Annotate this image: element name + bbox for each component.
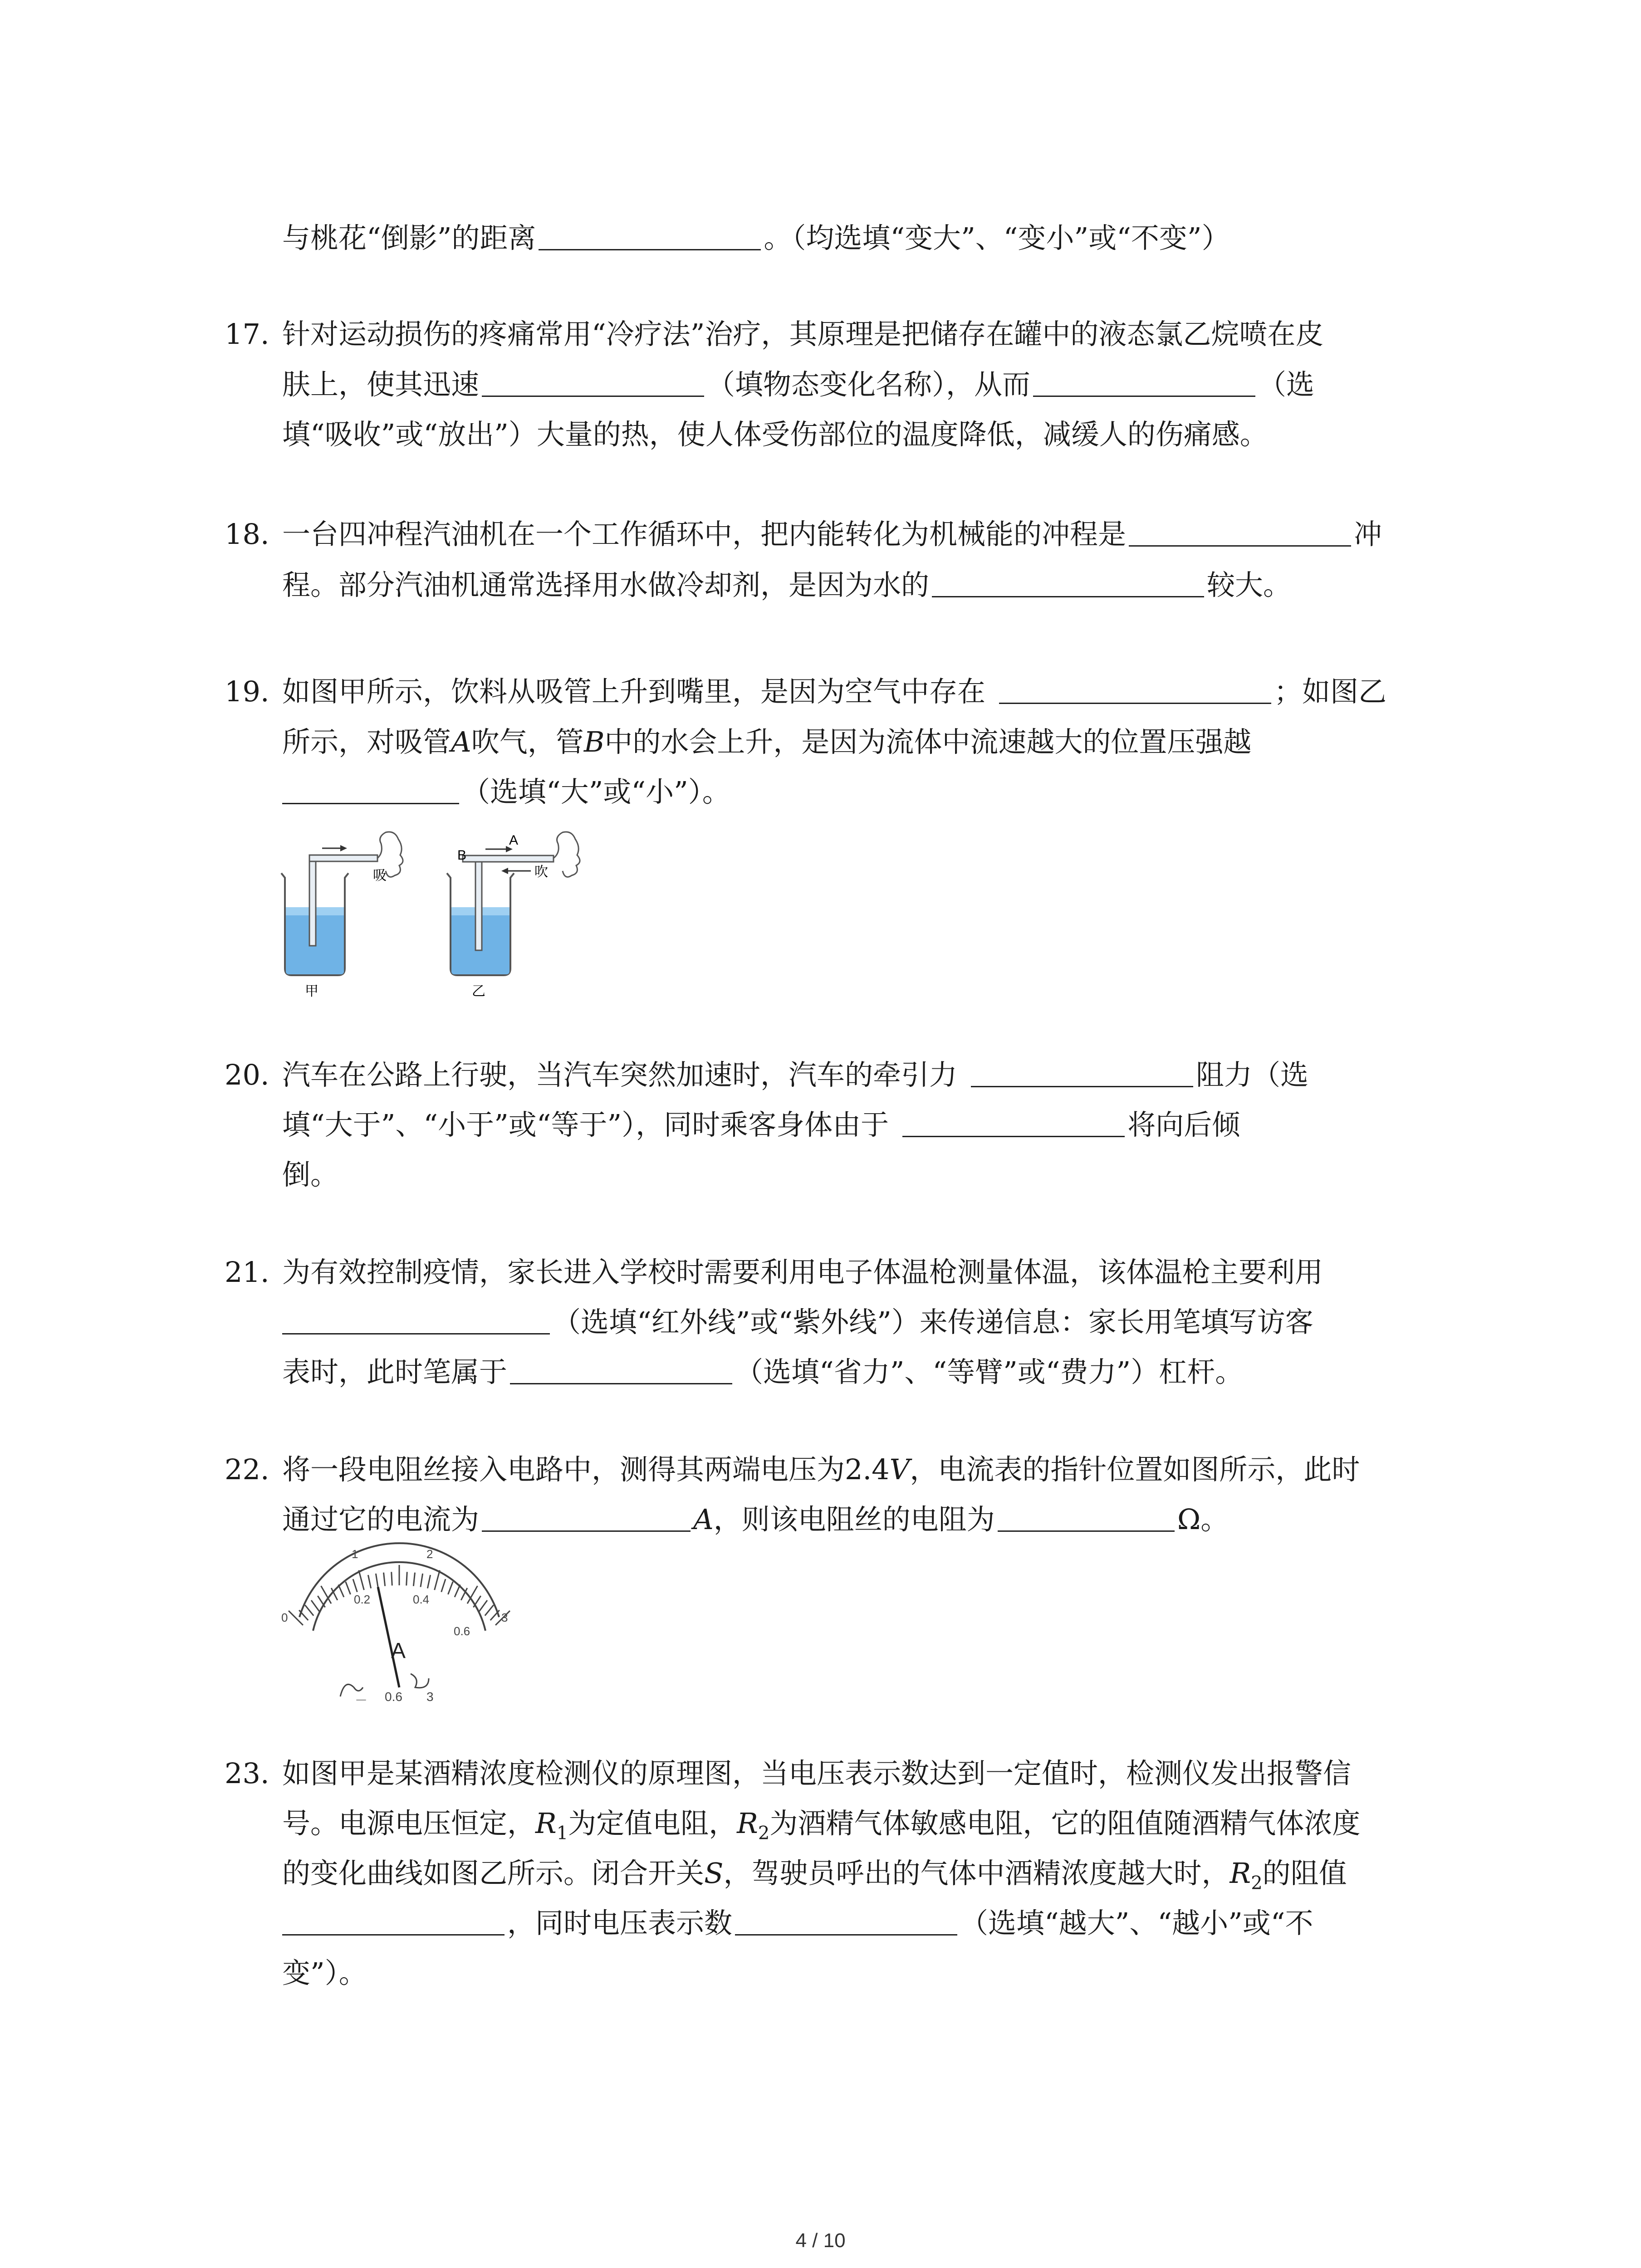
q23-r2-subscript: 2: [758, 1823, 770, 1844]
ammeter-tick: [368, 1575, 371, 1588]
ammeter-tick: [441, 1579, 446, 1592]
ammeter-tick: [311, 1600, 319, 1611]
terminal-0.6: 0.6: [385, 1690, 402, 1704]
ammeter-scale: [289, 1543, 510, 1631]
terminal-3: 3: [426, 1690, 434, 1704]
q22-text-b: ，电流表的指针位置如图所示，此时: [910, 1453, 1360, 1486]
ammeter-unit: A: [391, 1639, 406, 1663]
q22-text-d: ，则该电阻丝的电阻为: [713, 1503, 995, 1536]
q23-line-1: 如图甲是某酒精浓度检测仪的原理图，当电压表示数达到一定值时，检测仪发出报警信: [282, 1757, 1352, 1790]
q16-text-after: 。（均选填“变大”、“变小”或“不变”）: [764, 221, 1230, 254]
q18-answer-blank-1[interactable]: [1129, 517, 1351, 547]
inner-label-0.6: 0.6: [454, 1624, 470, 1638]
ammeter-tick: [435, 1570, 440, 1590]
q16-answer-blank[interactable]: [539, 221, 761, 250]
q23-text-g: ，同时电压表示数: [507, 1906, 733, 1940]
ammeter-tick: [479, 1600, 487, 1611]
q21-text-c: （选填“省力”、“等臂”或“费力”）杠杆。: [735, 1355, 1244, 1388]
q21-line-1: 为有效控制疫情，家长进入学校时需要利用电子体温枪测量体温，该体温枪主要利用: [282, 1256, 1323, 1289]
q16-line: [282, 220, 1230, 256]
q22-answer-blank-2[interactable]: [998, 1502, 1175, 1532]
q17-number: 17.: [225, 318, 269, 351]
ammeter-tick: [473, 1596, 480, 1607]
inner-label-0.4: 0.4: [413, 1593, 430, 1606]
face-right: [554, 832, 580, 877]
q23-text-h: （选填“越大”、“越小”或“不: [960, 1906, 1313, 1940]
q20-text-b: 阻力（选: [1196, 1058, 1309, 1091]
q21-answer-blank-2[interactable]: [510, 1355, 732, 1384]
inner-label-0.2: 0.2: [354, 1593, 371, 1606]
ammeter-tick: [421, 1574, 423, 1587]
q17-line-2: [282, 367, 1314, 403]
q17-answer-blank-2[interactable]: [1033, 367, 1255, 397]
q17-line-3: 填“吸收”或“放出”）大量的热，使人体受伤部位的温度降低，减缓人的伤痛感。: [282, 418, 1268, 451]
ammeter-tick: [338, 1585, 344, 1597]
q21-text-b: 表时，此时笔属于: [282, 1355, 508, 1388]
q22-number: 22.: [225, 1453, 269, 1486]
ammeter-needle: [378, 1587, 399, 1687]
q23-text-b: 为定值电阻，: [568, 1807, 737, 1840]
ammeter-tick: [346, 1582, 351, 1594]
q22-voltage-unit: V: [889, 1453, 910, 1486]
q23-r1-subscript: 1: [556, 1823, 568, 1844]
q18-line-2: [282, 567, 1291, 603]
q19-figure: [272, 812, 617, 1002]
ammeter-tick: [376, 1574, 378, 1587]
q21-answer-blank-1[interactable]: [282, 1305, 550, 1334]
q18-line-1: [282, 516, 1382, 552]
q22-line-1: [282, 1452, 1360, 1488]
q23-text-d: 的变化曲线如图乙所示。闭合开关: [282, 1857, 705, 1890]
q19-line-1: [282, 674, 1386, 710]
terminal-minus: －: [355, 1693, 368, 1706]
q19-text-e: 中的水会上升，是因为流体中流速越大的位置压强越: [604, 725, 1252, 758]
blow-label: 吹: [534, 865, 548, 880]
q20-line-2: [282, 1107, 1240, 1143]
ammeter-tick: [448, 1582, 453, 1594]
q23-r2-subscript-2: 2: [1251, 1872, 1263, 1894]
q19-text-d: 吹气，管: [471, 725, 584, 758]
q23-text-c: 为酒精气体敏感电阻，它的阻值随酒精气体浓度: [769, 1807, 1361, 1840]
q21-text-a: （选填“红外线”或“紫外线”）来传递信息：家长用笔填写访客: [553, 1305, 1313, 1339]
ammeter-tick: [384, 1573, 385, 1586]
q17-text-b: （填物态变化名称），从而: [707, 368, 1031, 401]
q23-line-2: [282, 1805, 1360, 1851]
q22-line-2: [282, 1501, 1229, 1538]
q20-answer-blank-1[interactable]: [971, 1058, 1193, 1087]
fig-label-left: 甲: [305, 984, 318, 999]
q23-r2-symbol-2: R: [1230, 1857, 1251, 1890]
q19-text-b: ；如图乙: [1274, 675, 1387, 708]
ammeter-tick: [427, 1575, 430, 1588]
terminal-wire-right: [411, 1674, 429, 1688]
outer-label-3: 3: [501, 1611, 508, 1624]
ammeter-tick: [413, 1573, 415, 1586]
ammeter-tick: [359, 1570, 364, 1590]
fig-label-right: 乙: [472, 984, 485, 999]
q22-current-unit: A: [693, 1503, 714, 1536]
page-number: 4 / 10: [795, 2229, 846, 2252]
q18-text-a: 一台四冲程汽油机在一个工作循环中，把内能转化为机械能的冲程是: [282, 518, 1127, 551]
q20-text-d: 将向后倾: [1127, 1108, 1240, 1141]
q19-tube-b-label: B: [583, 725, 605, 758]
ammeter-tick: [305, 1605, 314, 1616]
q23-answer-blank-1[interactable]: [282, 1906, 505, 1936]
q20-line-3: 倒。: [282, 1158, 339, 1191]
ammeter-tick: [318, 1596, 325, 1607]
q22-text-e: Ω。: [1177, 1503, 1229, 1536]
q23-answer-blank-2[interactable]: [735, 1906, 957, 1936]
q20-answer-blank-2[interactable]: [902, 1108, 1125, 1137]
ammeter-tick: [455, 1585, 460, 1597]
q18-text-b: 冲: [1354, 518, 1382, 551]
q16-text-before: 与桃花“倒影”的距离: [282, 221, 536, 254]
q20-text-c: 填“大于”、“小于”或“等于”），同时乘客身体由于: [282, 1108, 889, 1141]
q19-text-c: 所示，对吸管: [282, 725, 451, 758]
q23-line-5: 变”）。: [282, 1956, 367, 1989]
q22-voltage-value: 2.4: [845, 1453, 890, 1486]
q19-number: 19.: [225, 675, 269, 708]
q22-text-a: 将一段电阻丝接入电路中，测得其两端电压为: [282, 1453, 845, 1486]
q19-text-f: （选填“大”或“小”）。: [462, 775, 730, 808]
q21-line-2: [282, 1304, 1313, 1340]
q17-text-a: 肤上，使其迅速: [282, 368, 480, 401]
tube-b-label: B: [457, 848, 467, 863]
q22-text-c: 通过它的电流为: [282, 1503, 480, 1536]
ammeter-tick: [353, 1579, 357, 1592]
q18-number: 18.: [225, 518, 269, 551]
q20-line-1: [282, 1057, 1308, 1093]
q20-text-a: 汽车在公路上行驶，当汽车突然加速时，汽车的牵引力: [282, 1058, 958, 1091]
q17-text-c: （选: [1258, 368, 1315, 401]
q18-text-c: 程。部分汽油机通常选择用水做冷却剂，是因为水的: [282, 568, 930, 601]
ammeter-figure: [272, 1538, 526, 1706]
q17-line-1: 针对运动损伤的疼痛常用“冷疗法”治疗，其原理是把储存在罐中的液态氯乙烷喷在皮: [282, 318, 1324, 351]
q18-text-d: 较大。: [1207, 568, 1292, 601]
q23-number: 23.: [225, 1757, 269, 1790]
q23-text-e: ，驾驶员呼出的气体中酒精浓度越大时，: [723, 1857, 1230, 1890]
outer-label-1: 1: [352, 1547, 358, 1561]
q19-tube-a-label: A: [451, 725, 471, 758]
ammeter-tick: [485, 1605, 494, 1616]
q22-answer-blank-1[interactable]: [482, 1502, 691, 1532]
q19-line-2: [282, 724, 1251, 760]
q23-text-f: 的阻值: [1262, 1857, 1347, 1890]
q19-answer-blank-1[interactable]: [999, 675, 1271, 704]
q19-answer-blank-2[interactable]: [282, 775, 459, 804]
q20-number: 20.: [225, 1058, 269, 1091]
q21-line-3: [282, 1354, 1243, 1390]
q17-answer-blank-1[interactable]: [482, 367, 704, 397]
q23-line-4: [282, 1905, 1313, 1941]
q19-text-a: 如图甲所示，饮料从吸管上升到嘴里，是因为空气中存在: [282, 675, 986, 708]
suck-label: 吸: [373, 868, 387, 883]
q18-answer-blank-2[interactable]: [932, 568, 1204, 597]
tube-a-label: A: [509, 833, 519, 848]
q23-switch-symbol: S: [704, 1857, 724, 1890]
q23-text-a: 号。电源电压恒定，: [282, 1807, 536, 1840]
q23-r1-symbol: R: [535, 1807, 557, 1840]
q23-r2-symbol: R: [737, 1807, 758, 1840]
outer-label-0: 0: [281, 1611, 288, 1624]
q23-line-3: [282, 1855, 1347, 1901]
q21-number: 21.: [225, 1256, 269, 1289]
outer-label-2: 2: [426, 1547, 433, 1561]
q19-line-3: [282, 774, 730, 810]
